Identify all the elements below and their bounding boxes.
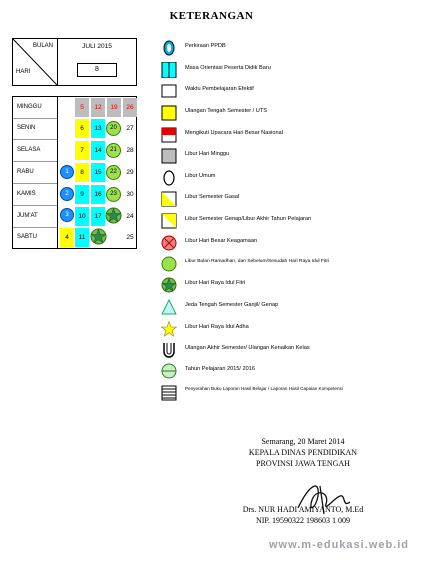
signature-nip: NIP. 19590322 198603 1 009 [255, 516, 350, 525]
idul-fitri-star-icon [105, 207, 122, 224]
calendar-header [12, 38, 137, 86]
legend-label: Waktu Pembelajaran Efektif [185, 86, 254, 92]
legend-label: Libur Semester Genap/Libur Akhir Tahun Pelajaran [185, 216, 312, 222]
date-cell: 15 [91, 163, 105, 182]
green-star-circle-icon [161, 277, 177, 293]
legend-label: Libur Hari Besar Keagamaan [185, 238, 258, 244]
yellow-box-icon [161, 105, 177, 121]
cyan-box-icon [161, 62, 177, 78]
legend-label: Mengikuti Upacara Hari Besar Nasional [185, 130, 283, 136]
date-cell: 28 [126, 147, 134, 154]
month-label: JULI 2015 [82, 43, 112, 50]
date-cell: 9 [75, 185, 89, 204]
gray-box-icon [161, 148, 177, 164]
ppdb-oval: 3 [60, 208, 74, 222]
legend-label: Ulangan Akhir Semester/ Ulangan Kenaikan Kelas [185, 345, 310, 351]
legend-label: Ulangan Tengah Semester / UTS [185, 108, 267, 114]
legend-label: Libur Bulan Ramadhan, dan Sebelum/Sesudah Hari Raya Idul Fitri [185, 259, 330, 264]
day-kamis: KAMIS [17, 191, 36, 197]
legend-label: Libur Hari Raya Idul Fitri [185, 280, 246, 286]
red-flag-box-icon [161, 127, 177, 143]
striped-box-icon [161, 385, 177, 401]
signature-name: Drs. NUR HADI AMIYANTO, M.Ed [242, 505, 364, 514]
calendar-table [12, 38, 137, 247]
day-rabu: RABU [17, 169, 34, 175]
u-shape-icon [161, 342, 177, 358]
legend-label: Penyerahan Buku Laporan Hasil Belajar / Laporan Hasil Capaian Kompetensi [185, 386, 343, 391]
watermark: www.m-edukasi.web.id [268, 539, 409, 551]
ramadhan-holiday-circle: 23 [106, 187, 121, 202]
date-cell: 7 [75, 141, 89, 160]
white-box-icon [161, 83, 177, 99]
day-senin: SENIN [17, 125, 36, 131]
date-cell: 29 [126, 169, 134, 176]
date-cell: 26 [123, 98, 137, 117]
ramadhan-holiday-circle: 22 [106, 165, 121, 180]
ppdb-oval: 2 [60, 187, 74, 201]
date-cell: 4 [60, 228, 74, 247]
idul-fitri-star-icon [90, 228, 107, 245]
date-cell: 8 [75, 163, 89, 182]
date-cell: 30 [126, 191, 134, 198]
date-cell: 13 [91, 119, 105, 138]
date-cell: 5 [75, 98, 89, 117]
yellow-diagonal-box-icon [161, 191, 177, 207]
day-minggu: MINGGU [17, 104, 42, 110]
yellow-diagonal-box-icon [161, 213, 177, 229]
blue-oval-icon [161, 40, 177, 56]
date-cell: 11 [75, 228, 89, 247]
day-selasa: SELASA [17, 147, 41, 153]
signature-place-date: Semarang, 20 Maret 2014 [261, 437, 345, 446]
yellow-star-icon [161, 321, 177, 337]
date-cell: 19 [107, 98, 121, 117]
white-oval-icon [161, 170, 177, 186]
ramadhan-holiday-circle: 21 [106, 143, 121, 158]
green-circle-icon [161, 256, 177, 272]
green-line-circle-icon [161, 363, 177, 379]
date-cell: 24 [126, 213, 134, 220]
date-cell: 16 [91, 185, 105, 204]
calendar-body [12, 96, 137, 249]
date-cell: 6 [75, 119, 89, 138]
legend-label: Masa Orientasi Peserta Didik Baru [185, 65, 271, 71]
day-jumat: JUM'AT [17, 213, 38, 219]
legend-label: Libur Semester Gasal [185, 194, 240, 200]
cyan-triangle-icon [161, 299, 177, 315]
date-cell: 10 [75, 207, 89, 226]
date-cell: 25 [126, 234, 134, 241]
label-bulan: BULAN [33, 43, 54, 49]
legend-label: Libur Hari Raya Idul Adha [185, 324, 249, 330]
legend-label: Jeda Tengah Semester Ganjil/ Genap [185, 302, 279, 308]
effective-days-box: 8 [77, 63, 117, 77]
page-title: KETERANGAN [169, 10, 254, 22]
date-cell: 14 [91, 141, 105, 160]
signature-position-line2: PROVINSI JAWA TENGAH [256, 459, 350, 468]
ramadhan-holiday-circle: 20 [106, 121, 121, 136]
ppdb-oval: 1 [60, 165, 74, 179]
legend-label: Libur Umum [185, 173, 216, 179]
label-hari: HARI [16, 69, 31, 75]
signature-position-line1: KEPALA DINAS PENDIDIKAN [248, 448, 358, 457]
day-sabtu: SABTU [17, 234, 38, 240]
date-cell: 17 [91, 207, 105, 226]
legend-label: Perkiraan PPDB [185, 43, 226, 49]
legend-label: Tahun Pelajaran 2015/ 2016 [185, 366, 255, 372]
red-x-circle-icon [161, 235, 177, 251]
date-cell: 12 [91, 98, 105, 117]
date-cell: 27 [126, 125, 134, 132]
legend-label: Libur Hari Minggu [185, 151, 230, 157]
